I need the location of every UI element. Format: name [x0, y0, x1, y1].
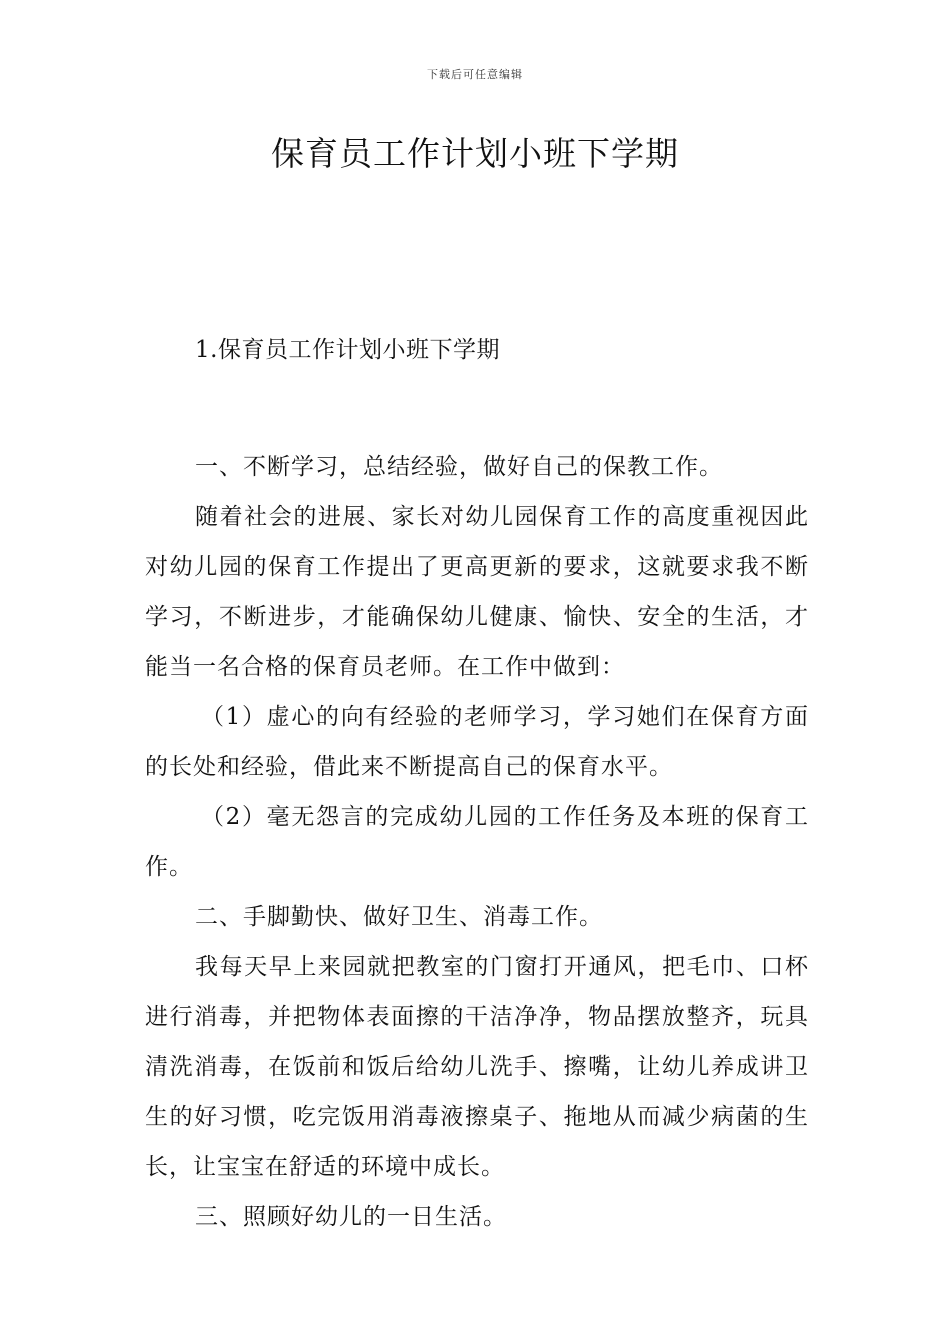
document-body	[145, 330, 809, 1242]
paragraph: 随着社会的进展、家长对幼儿园保育工作的高度重视因此对幼儿园的保育工作提出了更高更新的要求，这就要求我不断学习，不断进步，才能确保幼儿健康、愉快、安全的生活，才能当一名合格的保育员老师。在工作中做到：	[145, 504, 809, 680]
spacer	[145, 370, 809, 442]
section-heading: 1.保育员工作计划小班下学期	[195, 337, 500, 363]
paragraph-heading-3: 三、照顾好幼儿的一日生活。	[195, 1204, 507, 1230]
header-note: 下载后可任意编辑	[427, 68, 523, 81]
paragraph-heading-1: 一、不断学习，总结经验，做好自己的保教工作。	[195, 454, 723, 480]
paragraph-item-2: （2）毫无怨言的完成幼儿园的工作任务及本班的保育工作。	[145, 804, 809, 880]
paragraph-item-1: （1）虚心的向有经验的老师学习，学习她们在保育方面的长处和经验，借此来不断提高自己的保育水平。	[145, 704, 809, 780]
document-title: 保育员工作计划小班下学期	[271, 134, 679, 173]
paragraph: 我每天早上来园就把教室的门窗打开通风，把毛巾、口杯进行消毒，并把物体表面擦的干洁净净，物品摆放整齐，玩具清洗消毒，在饭前和饭后给幼儿洗手、擦嘴，让幼儿养成讲卫生的好习惯，吃完饭用消毒液擦桌子、拖地从而减少病菌的生长，让宝宝在舒适的环境中成长。	[145, 954, 809, 1180]
paragraph-heading-2: 二、手脚勤快、做好卫生、消毒工作。	[195, 904, 603, 930]
